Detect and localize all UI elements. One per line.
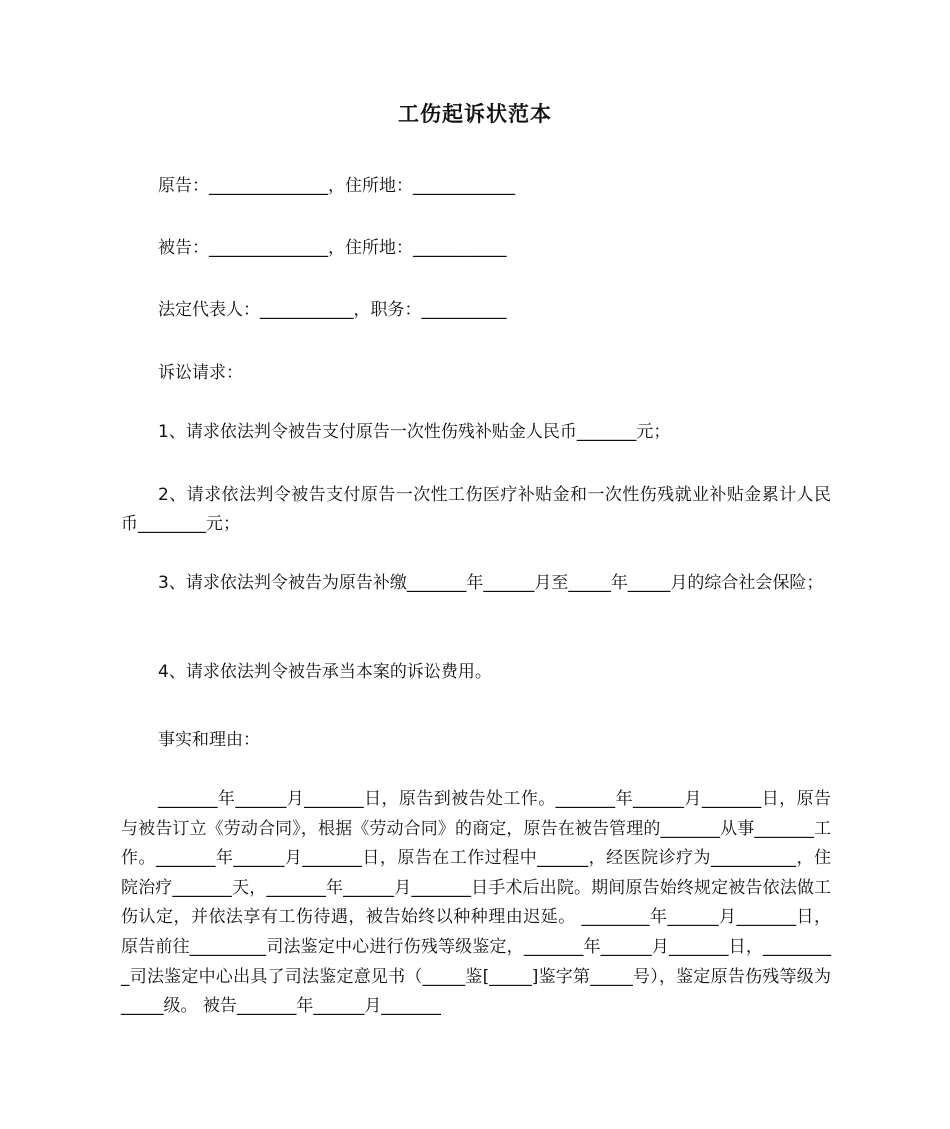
defendant-line: 被告：______________，住所地：___________	[158, 238, 507, 258]
legal-representative-line: 法定代表人：___________，职务：__________	[158, 300, 507, 320]
claim-item: 1、请求依法判令被告支付原告一次性伤残补贴金人民币_______元；	[158, 422, 671, 442]
claim-item: 2、请求依法判令被告支付原告一次性工伤医疗补贴金和一次性伤残就业补贴金累计人民币________元；	[121, 485, 831, 534]
claim-item: 4、请求依法判令被告承当本案的诉讼费用。	[158, 662, 492, 682]
claim-item: 3、请求依法判令被告为原告补缴_______年______月至_____年_____月的综合社会保险；	[158, 573, 824, 593]
facts-paragraph: _______年______月_______日，原告到被告处工作。_______年______月_______日，原告与被告订立《劳动合同》，根据《劳动合同》的商定，原告在被告管理的_______从事_______工作。_______年______月_______日，原告在工作过程中______，经医院诊疗为__________，住院治疗_______天，_______年______月_______日手术后出院。期间原告始终规定被告依法做工伤认定，并依法享有工伤待遇，被告始终以种种理由迟延。 ________年______月_______日，原告前往_________司法鉴定中心进行伤残等级鉴定，_______年______月_______日，_________司法鉴定中心出具了司法鉴定意见书（_____鉴[_____]鉴字第_____号），鉴定原告伤残等级为_____级。 被告_______年______月_______	[121, 789, 831, 1017]
plaintiff-line: 原告：______________，住所地：____________	[158, 176, 515, 196]
facts-heading: 事实和理由：	[158, 730, 260, 750]
document-title: 工伤起诉状范本	[398, 102, 552, 126]
claims-heading: 诉讼请求：	[158, 363, 243, 383]
